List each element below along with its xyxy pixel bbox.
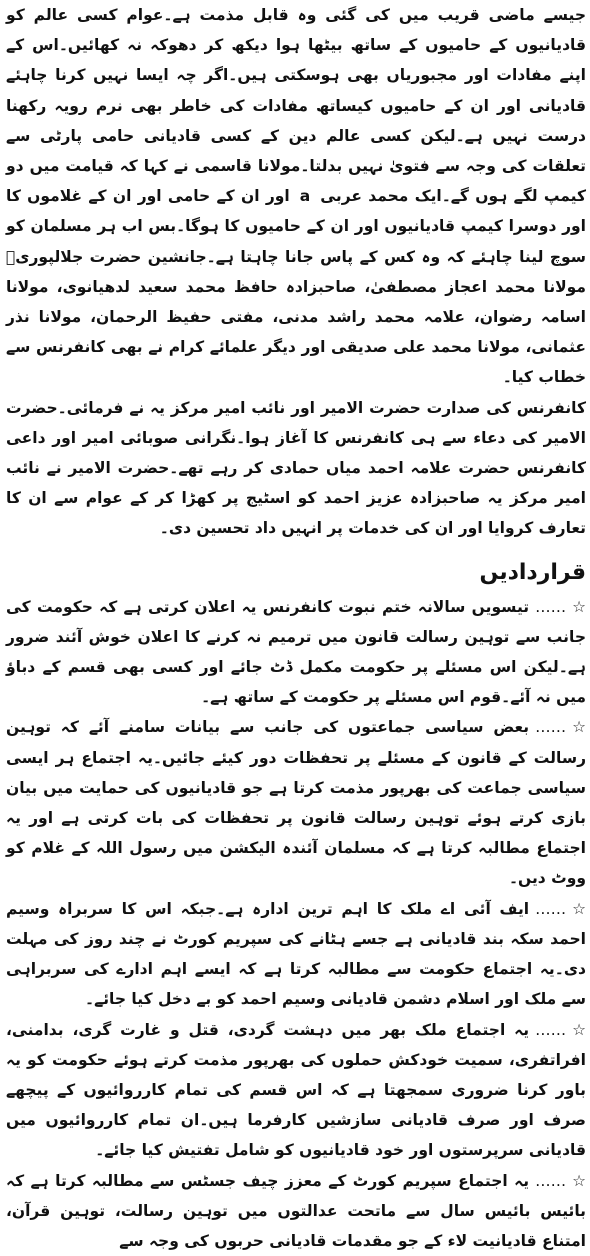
resolution-item xyxy=(6,894,586,1015)
resolutions-heading: قراردادیں xyxy=(479,559,586,585)
resolution-text: بعض سیاسی جماعتوں کی جانب سے بیانات سامنے آئے کہ توہین رسالت کے قانون کے مسئلے پر تحفظات دور کیئے جائیں۔یہ اجتماع ہر ایسی سیاسی جماعت کی بھرپور مذمت کرتا ہے جو قادیانیوں کی حمایت میں بیان بازی کرتے ہوئے توہین رسالت قانون پر تحفظات کی بات کرتی ہے اور یہ اجتماع مطالبہ کرتا ہے کہ مسلمان آئندہ الیکشن میں رسول اللہ کے غلام کو ووٹ دیں۔ xyxy=(6,718,586,888)
resolution-item xyxy=(6,1015,586,1166)
resolution-text: ایف آئی اے ملک کا اہم ترین ادارہ ہے۔جبکہ اس کا سربراہ وسیم احمد سکہ بند قادیانی ہے جسے ہٹانے کی سپریم کورٹ نے چند روز کی مہلت دی۔یہ اجتماع حکومت سے مطالبہ کرتا ہے کہ ایسے اہم ادارے کی سربراہی سے ملک اور اسلام دشمن قادیانی وسیم احمد کو بے دخل کیا جائے۔ xyxy=(6,899,586,1009)
intro-text-part-1: جیسے ماضی قریب میں کی گئی وہ قابل مذمت ہے۔عوام کسی عالم کو قادیانیوں کے حامیوں کے ساتھ بیٹھا ہوا دیکھ کر دھوکہ نہ کھائیں۔اس کے اپنے مفادات اور مجبوریاں بھی ہوسکتی ہیں۔اگر چہ ایسا نہیں کرنا چاہئے قادیانی اور ان کے حامیوں کیساتھ مفادات کی خاطر بھی نرم رویہ رکھنا درست نہیں ہے۔لیکن کسی عالم دین کے کسی قادیانی حامی پارٹی سے تعلقات کی وجہ سے فتویٰ نہیں بدلتا۔مولانا قاسمی نے کہا کہ قیامت میں دو کیمپ لگے ہوں گے۔ایک محمد عربی xyxy=(6,6,587,206)
conference-paragraph: کانفرنس کی صدارت حضرت الامیر اور نائب امیر مرکز یہ نے فرمائی۔حضرت الامیر کی دعاء سے ہی کانفرنس کا آغاز ہوا۔نگرانی صوبائی امیر اور داعی کانفرنس حضرت علامہ احمد میاں حمادی کر رہے تھے۔حضرت الامیر نے نائب امیر مرکز یہ صاحبزادہ عزیز احمد کو اسٹیج پر کھڑا کر کے عوام سے ان کا تعارف کروایا اور ان کی خدمات پر انہیں داد تحسین دی۔ xyxy=(6,398,586,538)
leader-dots: …… xyxy=(535,1171,567,1190)
intro-paragraph xyxy=(6,0,586,393)
star-icon: ☆ xyxy=(572,718,586,737)
resolution-item xyxy=(6,592,586,713)
resolution-item xyxy=(6,1166,586,1256)
leader-dots: …… xyxy=(535,899,567,918)
resolution-text: یہ اجتماع سپریم کورٹ کے معزز چیف جسٹس سے مطالبہ کرتا ہے کہ بائیس بائیس سال سے ماتحت عدالتوں میں توہین رسالت، توہین قرآن، امتناع قادیانیت لاء کے جو مقدمات قادیانی حربوں کی وجہ سے xyxy=(6,1171,586,1250)
resolution-text: یہ اجتماع ملک بھر میں دہشت گردی، قتل و غارت گری، بدامنی، افراتفری، سمیت خودکش حملوں کی بھرپور مذمت کرتے ہوئے حکومت کو یہ باور کرنا ضروری سمجھتا ہے کہ اس قسم کی تمام کارروائیوں کے پیچھے صرف اور صرف قادیانی سازشیں کارفرما ہیں۔ان تمام کارروائیوں میں قادیانی سرپرستوں اور خود قادیانیوں کو شامل تفتیش کیا جائے۔ xyxy=(6,1020,586,1160)
resolution-text: تیسویں سالانہ ختم نبوت کانفرنس یہ اعلان کرتی ہے کہ حکومت کی جانب سے توہین رسالت قانون میں ترمیم نہ کرنے کا اعلان خوش آئند ضرور ہے۔لیکن اس مسئلے پر حکومت مکمل ڈٹ جائے اور کسی بھی قسم کے دباؤ میں نہ آئے۔قوم اس مسئلے پر حکومت کے ساتھ ہے۔ xyxy=(6,597,586,707)
star-icon: ☆ xyxy=(572,1020,586,1039)
leader-dots: …… xyxy=(535,1020,567,1039)
intro-text-part-2: اور ان کے حامی اور ان کے غلاموں کا اور دوسرا کیمپ قادیانیوں اور ان کے حامیوں کا ہوگا۔بس اب ہر مسلمان کو سوچ لینا چاہئے کہ وہ کس کے پاس جانا چاہتا ہے۔جانشین حضرت جلالپوریؒ مولانا محمد اعجاز مصطفیٰ، صاحبزادہ حافظ محمد سعید لدھیانوی، مولانا اسامہ رضوان، علامہ محمد راشد مدنی، مفتی حفیظ الرحمان، مولانا نذر عثمانی، مولانا محمد علی صدیقی اور دیگر علمائے کرام نے بھی کانفرنس سے خطاب کیا۔ xyxy=(6,187,586,387)
leader-dots: …… xyxy=(535,718,567,737)
margin-marker-letter: a xyxy=(299,187,311,206)
leader-dots: …… xyxy=(535,597,567,616)
star-icon: ☆ xyxy=(572,1171,586,1190)
star-icon: ☆ xyxy=(572,597,586,616)
resolution-item xyxy=(6,712,586,893)
star-icon: ☆ xyxy=(572,899,586,918)
